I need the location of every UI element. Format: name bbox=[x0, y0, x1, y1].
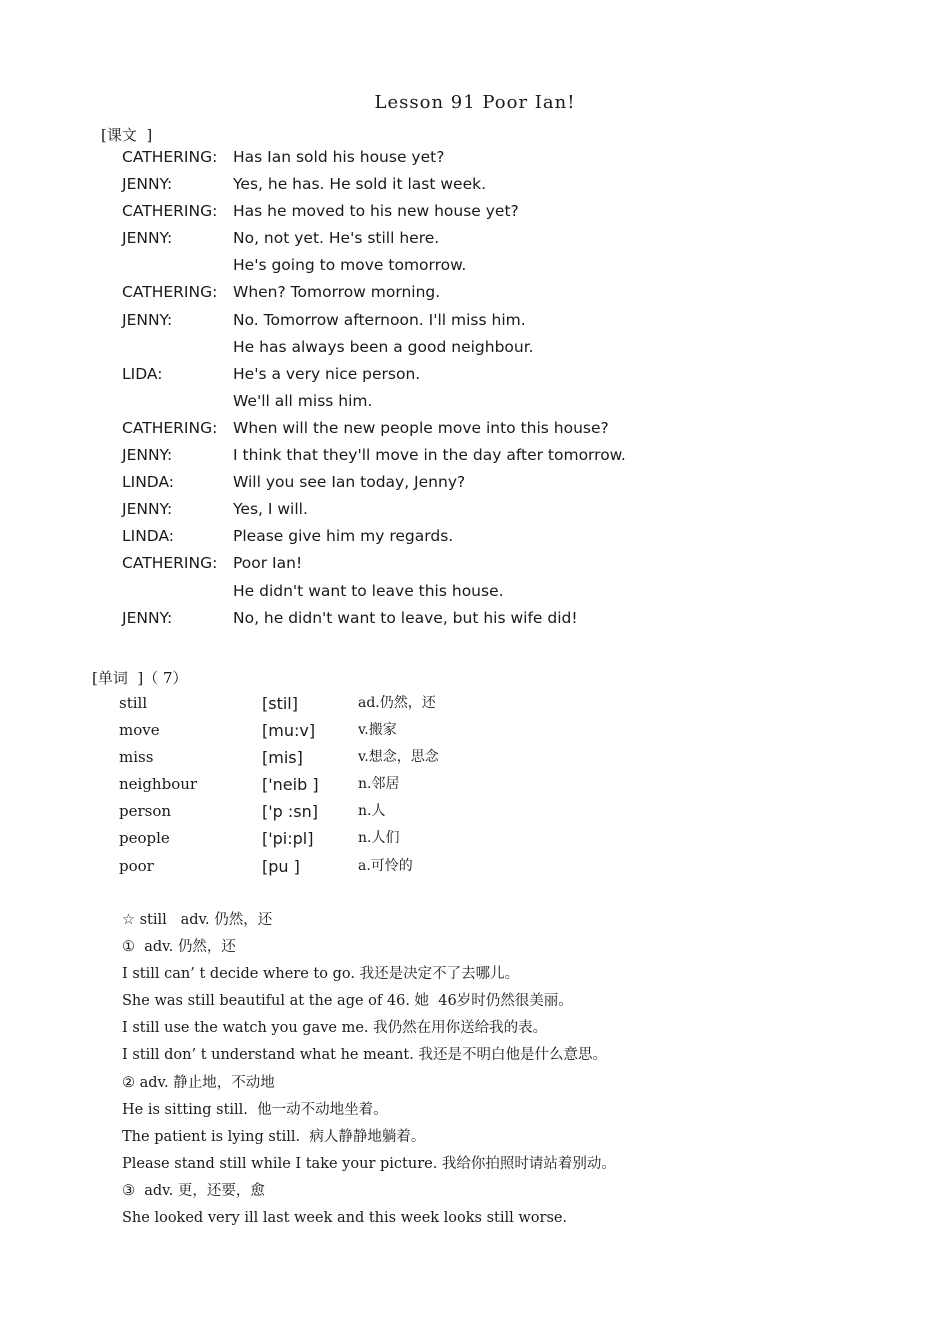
speech-text: Has he moved to his new house yet? bbox=[233, 202, 519, 221]
vocab-word: people bbox=[119, 829, 170, 848]
speech-text: Yes, I will. bbox=[233, 500, 308, 519]
note-line: I still use the watch you gave me. 我仍然在用你送给我的表。 bbox=[122, 1020, 548, 1037]
speaker-name: JENNY: bbox=[122, 500, 173, 519]
speaker-name: LINDA: bbox=[122, 527, 175, 546]
speech-text: No, he didn't want to leave, but his wife did! bbox=[233, 608, 578, 627]
vocab-word: neighbour bbox=[119, 775, 198, 794]
speaker-name: CATHERING: bbox=[122, 283, 218, 302]
vocab-phonetic: [stil] bbox=[262, 694, 298, 713]
vocab-meaning: n.邻居 bbox=[358, 776, 400, 793]
speech-text: I think that they'll move in the day after tomorrow. bbox=[233, 446, 626, 465]
speaker-name: JENNY: bbox=[122, 608, 173, 627]
vocab-phonetic: ['pi:pl] bbox=[262, 829, 314, 849]
note-line: She looked very ill last week and this week looks still worse. bbox=[122, 1210, 568, 1227]
speaker-name: LIDA: bbox=[122, 364, 163, 383]
speaker-name: JENNY: bbox=[122, 175, 173, 194]
speech-text: No. Tomorrow afternoon. I'll miss him. bbox=[233, 310, 526, 329]
note-line: She was still beautiful at the age of 46. 她 46岁时仍然很美丽。 bbox=[122, 993, 573, 1010]
speaker-name: JENNY: bbox=[122, 310, 173, 329]
speech-text: He has always been a good neighbour. bbox=[233, 337, 534, 356]
note-line: ① adv. 仍然，还 bbox=[122, 939, 236, 956]
speech-text: No, not yet. He's still here. bbox=[233, 229, 440, 248]
speech-text: Has Ian sold his house yet? bbox=[233, 148, 445, 166]
note-line: ☆ still adv. 仍然，还 bbox=[122, 912, 273, 928]
vocab-meaning: n.人们 bbox=[358, 830, 400, 847]
note-line: I still don’ t understand what he meant. 我还是不明白他是什么意思。 bbox=[122, 1047, 607, 1064]
vocab-phonetic: ['p :sn] bbox=[262, 802, 318, 822]
note-line: He is sitting still. 他一动不动地坐着。 bbox=[122, 1101, 388, 1118]
text-section-heading: [课文 ] bbox=[101, 126, 153, 144]
vocab-phonetic: [mis] bbox=[262, 748, 303, 768]
speech-text: Will you see Ian today, Jenny? bbox=[233, 473, 466, 492]
vocab-word: move bbox=[119, 721, 160, 740]
vocab-meaning: v.搬家 bbox=[358, 722, 397, 739]
vocab-word: poor bbox=[119, 856, 154, 875]
vocab-meaning: n.人 bbox=[358, 803, 386, 820]
speaker-name: JENNY: bbox=[122, 446, 173, 465]
speaker-name: CATHERING: bbox=[122, 202, 218, 221]
speaker-name: CATHERING: bbox=[122, 554, 218, 573]
vocab-meaning: a.可怜的 bbox=[358, 857, 413, 874]
note-line: I still can’ t decide where to go. 我还是决定不了去哪儿。 bbox=[122, 966, 520, 983]
speech-text: Poor Ian! bbox=[233, 554, 303, 573]
speaker-name: LINDA: bbox=[122, 473, 175, 492]
vocab-phonetic: [pu ] bbox=[262, 856, 300, 876]
note-line: The patient is lying still. 病人静静地躺着。 bbox=[122, 1128, 426, 1145]
speech-text: Yes, he has. He sold it last week. bbox=[233, 175, 487, 194]
vocab-word: miss bbox=[119, 748, 154, 767]
vocab-meaning: v.想念，思念 bbox=[358, 749, 439, 766]
vocab-meaning: ad.仍然，还 bbox=[358, 695, 436, 711]
speech-text: When? Tomorrow morning. bbox=[233, 283, 441, 302]
vocab-word: still bbox=[119, 694, 148, 712]
speech-text: We'll all miss him. bbox=[233, 391, 373, 410]
speech-text: Please give him my regards. bbox=[233, 527, 454, 546]
usage-notes bbox=[122, 907, 616, 1232]
speaker-name: CATHERING: bbox=[122, 148, 218, 166]
speech-text: He's a very nice person. bbox=[233, 364, 421, 383]
speech-text: He's going to move tomorrow. bbox=[233, 256, 467, 275]
vocab-section-heading: [单词 ]（ 7） bbox=[92, 669, 188, 687]
speaker-name: JENNY: bbox=[122, 229, 173, 248]
note-line: Please stand still while I take your picture. 我给你拍照时请站着别动。 bbox=[122, 1155, 616, 1172]
speech-text: When will the new people move into this house? bbox=[233, 418, 609, 437]
vocab-word: person bbox=[119, 802, 172, 821]
note-line: ③ adv. 更，还要，愈 bbox=[122, 1182, 265, 1199]
lesson-title: Lesson 91 Poor Ian! bbox=[374, 92, 576, 113]
vocab-phonetic: ['neib ] bbox=[262, 775, 319, 795]
note-line: ② adv. 静止地，不动地 bbox=[122, 1074, 275, 1091]
speech-text: He didn't want to leave this house. bbox=[233, 581, 504, 600]
speaker-name: CATHERING: bbox=[122, 418, 218, 437]
vocab-phonetic: [mu:v] bbox=[262, 721, 316, 741]
